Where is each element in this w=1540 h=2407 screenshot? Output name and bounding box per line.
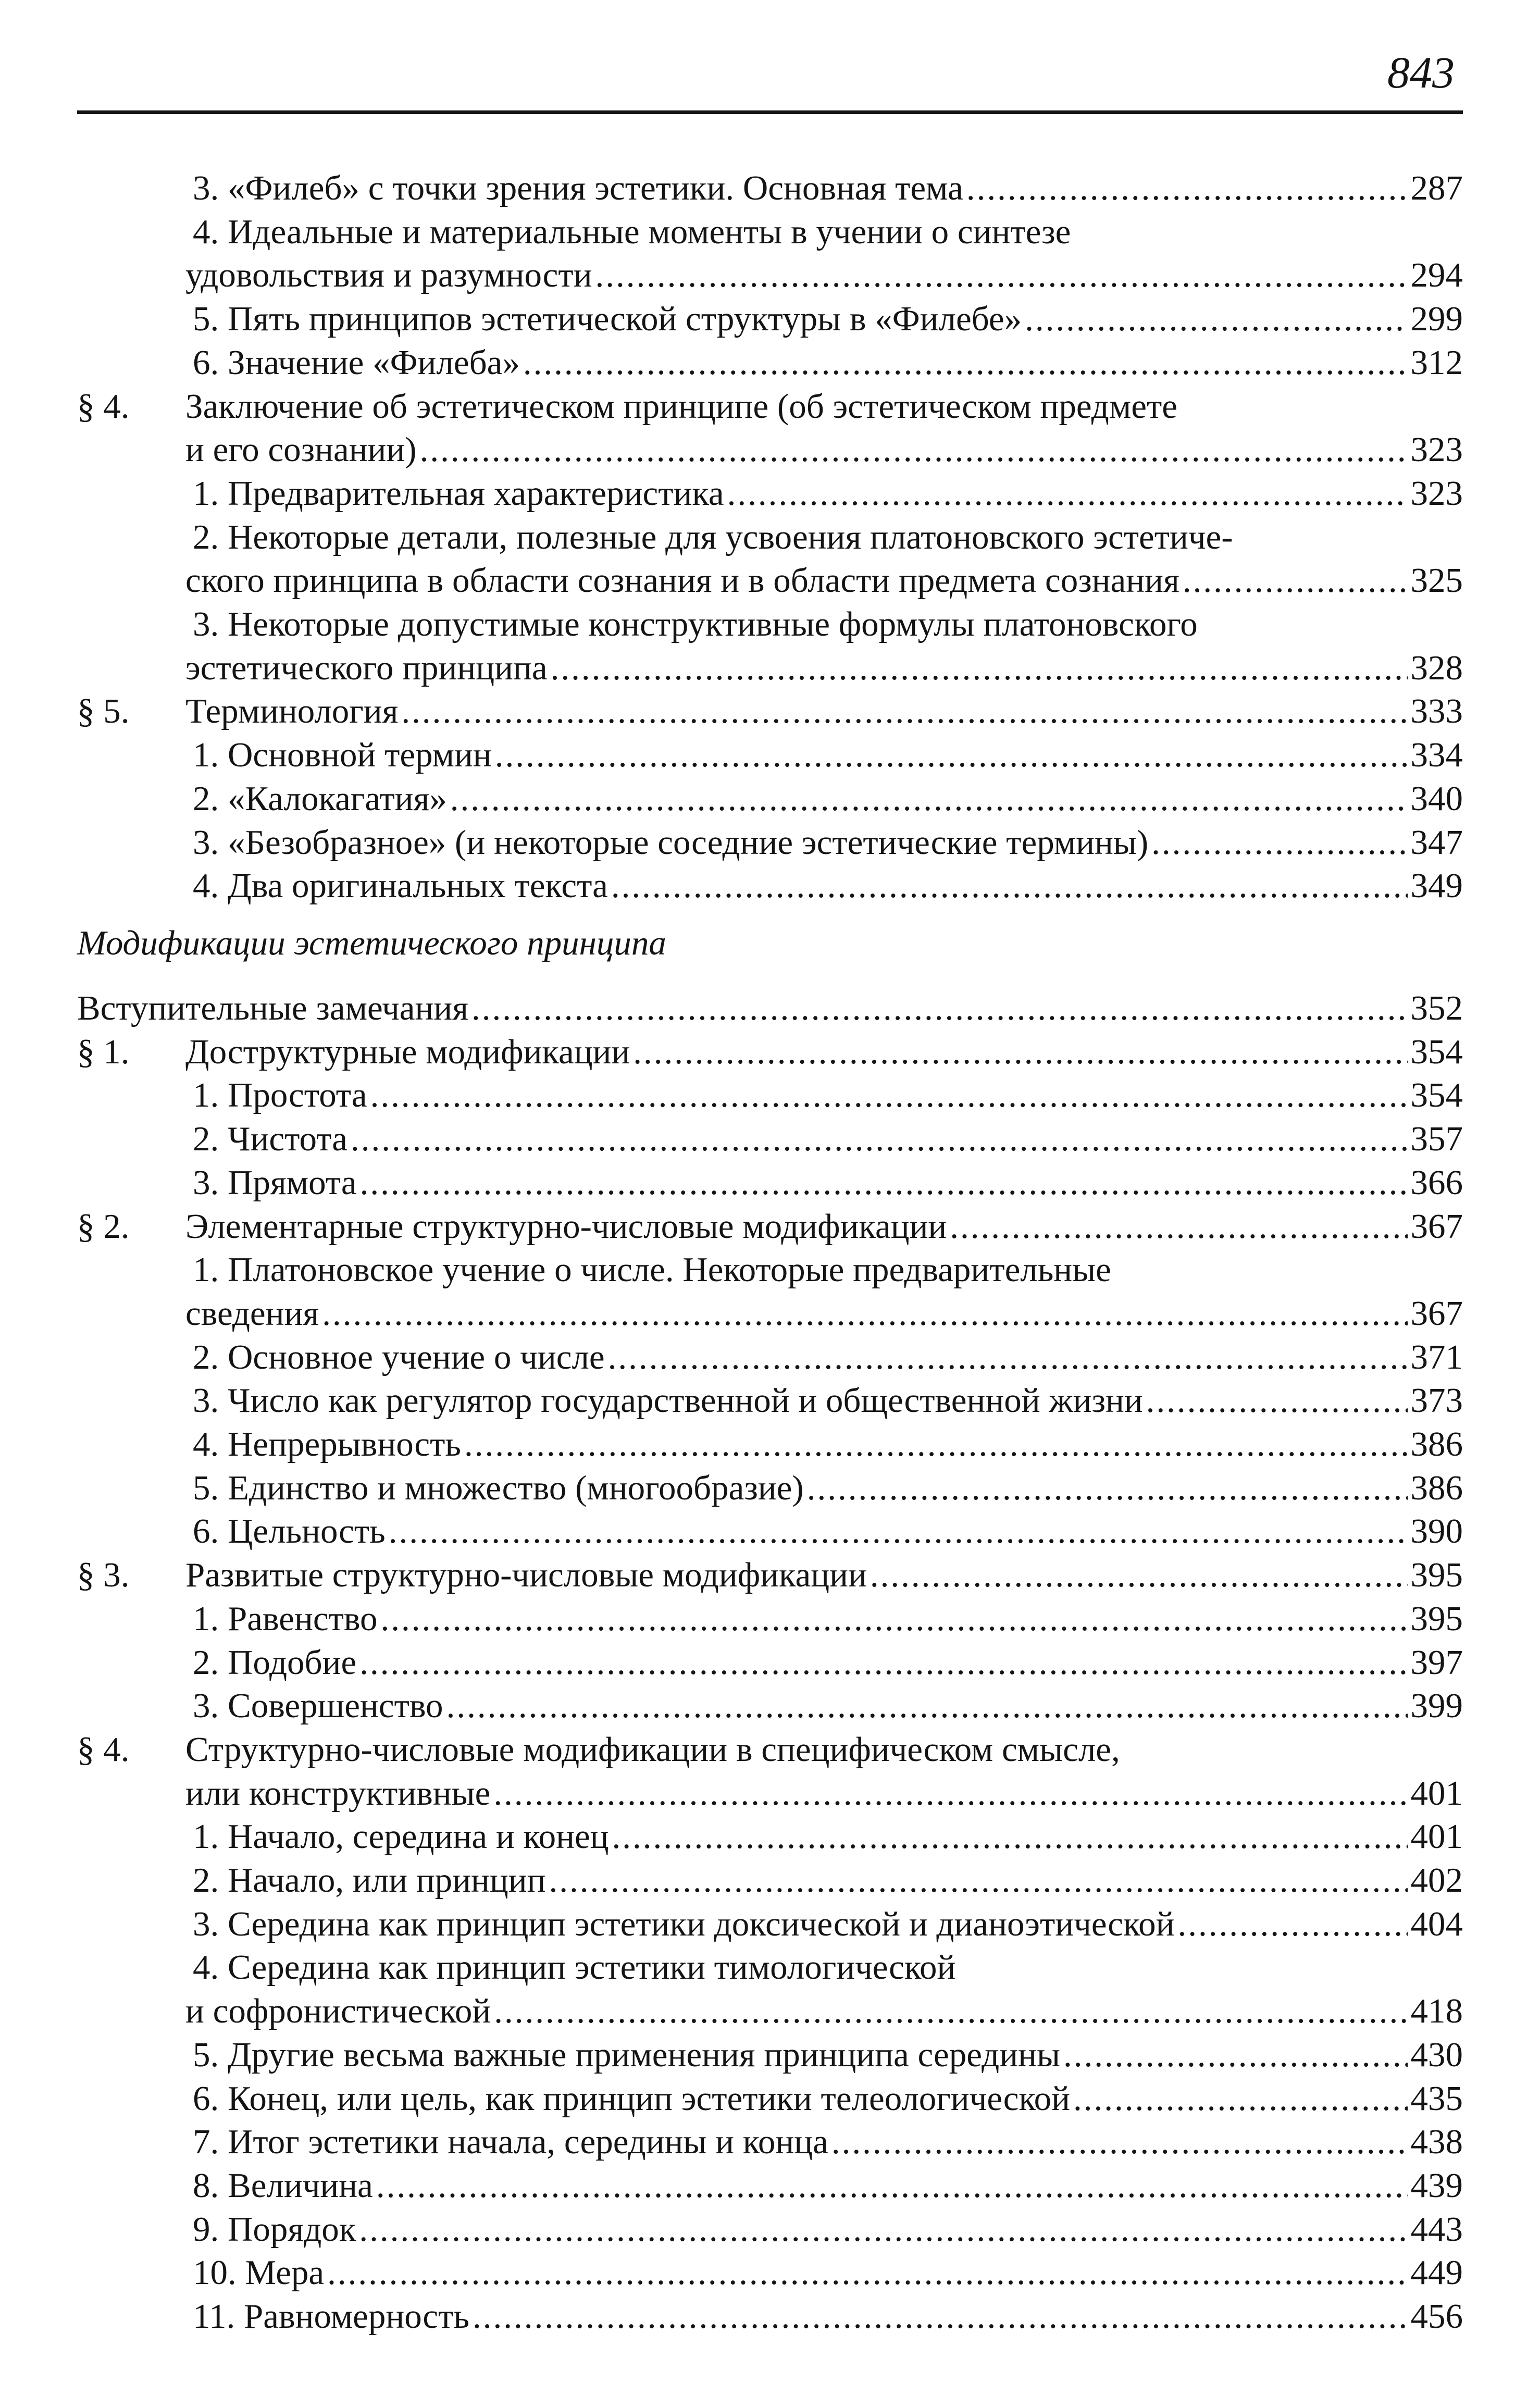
dot-leader [420,428,1408,472]
dot-leader [446,1684,1408,1728]
dot-leader [1063,2033,1408,2077]
dot-leader [464,1423,1408,1466]
toc-entry[interactable] [77,987,1463,1030]
toc-entry-title: Развитые структурно-числовые модификации [185,1556,867,1595]
toc-entry-title: удовольствия и разумности [185,256,592,295]
dot-leader [1025,297,1407,341]
toc-entry-page: 328 [1410,648,1463,687]
toc-entry-title: 5. Пять принципов эстетической структуры в «Филебе» [193,300,1022,339]
toc-entry[interactable] [185,428,1463,472]
toc-entry-title: 6. Конец, или цель, как принцип эстетики телеологической [193,2079,1070,2118]
toc-entry-page: 287 [1410,169,1463,207]
toc-entry-title: 6. Значение «Филеба» [193,343,520,382]
toc-entry[interactable] [193,1815,1463,1858]
toc-entry-page: 402 [1410,1861,1463,1900]
dot-leader [612,1815,1408,1858]
toc-entry-title: 11. Равномерность [193,2297,469,2336]
dot-leader [727,472,1408,515]
section-mark: § 1. [77,1032,130,1071]
toc-entry-title: Элементарные структурно-числовые модификации [185,1207,947,1246]
toc-entry-page: 401 [1410,1817,1463,1856]
toc-entry-page: 439 [1410,2166,1463,2205]
dot-leader [493,1772,1407,1815]
toc-entry-title: 3. Середина как принцип эстетики доксической и дианоэтической [193,1904,1175,1943]
toc-entry[interactable] [193,1903,1463,1946]
toc-entry-page: 349 [1410,866,1463,905]
toc-entry[interactable] [193,2120,1463,2164]
toc-entry[interactable] [185,1031,1463,1074]
toc-entry[interactable] [193,167,1463,210]
dot-leader [450,777,1408,821]
toc-entry-title: 2. Чистота [193,1120,347,1159]
toc-entry-title: 1. Основной термин [193,736,492,775]
toc-entry-page: 373 [1410,1381,1463,1420]
toc-entry-page: 395 [1410,1599,1463,1638]
toc-entry[interactable] [185,385,1177,428]
toc-entry-title: и его сознании) [185,430,417,469]
toc-entry-page: 438 [1410,2123,1463,2162]
toc-entry-page: 401 [1410,1773,1463,1813]
toc-entry-title: Доструктурные модификации [185,1032,630,1071]
dot-leader [950,1205,1407,1248]
toc-entry[interactable] [193,472,1463,515]
toc-entry[interactable] [185,1292,1463,1335]
toc-entry[interactable] [193,1118,1463,1161]
dot-leader [376,2164,1408,2207]
section-heading: Модификации эстетического принципа [77,924,666,962]
toc-entry-page: 456 [1410,2297,1463,2336]
toc-entry-title: 7. Итог эстетики начала, середины и конца [193,2123,828,2162]
toc-entry[interactable] [193,1510,1463,1553]
toc-entry-title: ского принципа в области сознания и в области предмета сознания [185,561,1179,600]
toc-entry-title: 4. Непрерывность [193,1425,461,1463]
toc-entry[interactable] [193,2033,1463,2077]
toc-entry-page: 334 [1410,736,1463,775]
toc-entry[interactable] [185,1205,1463,1248]
dot-leader [389,1510,1408,1553]
page-number: 843 [1387,47,1455,97]
toc-entry-page: 354 [1410,1076,1463,1115]
toc-entry-page: 395 [1410,1556,1463,1595]
toc-entry[interactable] [193,2077,1463,2120]
toc-entry-page: 435 [1410,2079,1463,2118]
dot-leader [1146,1379,1408,1422]
toc-entry-page: 333 [1410,692,1463,731]
toc-entry[interactable] [193,1423,1463,1466]
toc-entry[interactable] [193,1946,955,1989]
toc-entry-title: 2. Подобие [193,1643,357,1682]
toc-entry[interactable] [193,210,1071,254]
toc-entry-title: или конструктивные [185,1773,491,1813]
dot-leader [359,2208,1407,2251]
toc-entry-title: 5. Другие весьма важные применения принципа середины [193,2035,1060,2074]
toc-entry-page: 299 [1410,300,1463,339]
toc-entry-page: 323 [1410,474,1463,513]
dot-leader [608,1336,1408,1379]
dot-leader [870,1554,1408,1597]
dot-leader [359,1641,1407,1684]
toc-entry-title: 9. Порядок [193,2210,356,2249]
toc-entry-title: 3. Прямота [193,1163,357,1202]
toc-entry[interactable] [193,341,1463,384]
toc-entry-title: сведения [185,1294,319,1333]
toc-entry-title: Структурно-числовые модификации в специфическом смысле, [185,1730,1120,1769]
toc-entry-page: 399 [1410,1686,1463,1726]
toc-entry[interactable] [185,647,1463,690]
dot-leader [322,1292,1407,1335]
toc-entry[interactable] [193,2295,1463,2338]
dot-leader [831,2120,1408,2164]
toc-entry-title: 2. «Калокагатия» [193,779,447,818]
toc-entry[interactable] [185,559,1463,602]
dot-leader [807,1467,1408,1510]
dot-leader [495,734,1408,777]
toc-entry-page: 430 [1410,2035,1463,2074]
toc-entry-page: 367 [1410,1294,1463,1333]
dot-leader [1151,821,1407,864]
toc-entry-title: 3. «Филеб» с точки зрения эстетики. Основная тема [193,169,963,207]
toc-entry-title: 1. Начало, середина и конец [193,1817,609,1856]
toc-entry[interactable] [193,2208,1463,2251]
toc-entry-page: 397 [1410,1643,1463,1682]
toc-entry-title: 2. Начало, или принцип [193,1861,546,1900]
toc-entry[interactable] [193,1597,1463,1641]
dot-leader [966,167,1408,210]
section-mark: § 4. [77,387,130,426]
toc-entry-page: 371 [1410,1337,1463,1376]
toc-entry-title: 3. Некоторые допустимые конструктивные формулы платоновского [193,605,1198,643]
section-mark: § 4. [77,1730,130,1769]
toc-entry[interactable] [193,777,1463,821]
header-rule [77,110,1463,114]
toc-entry[interactable] [185,1990,1463,2033]
toc-entry[interactable] [193,1641,1463,1684]
toc-entry-title: 8. Величина [193,2166,373,2205]
toc-entry-page: 347 [1410,823,1463,862]
toc-entry-title: и софронистической [185,1992,491,2031]
section-mark: § 3. [77,1556,130,1595]
toc-entry[interactable] [193,1074,1463,1117]
toc-entry[interactable] [193,1248,1111,1292]
dot-leader [549,1859,1407,1902]
toc-entry-page: 354 [1410,1032,1463,1071]
toc-entry-page: 404 [1410,1904,1463,1943]
toc-entry-page: 443 [1410,2210,1463,2249]
toc-entry[interactable] [193,516,1233,559]
dot-leader [523,341,1408,384]
dot-leader [551,647,1408,690]
toc-entry-page: 367 [1410,1207,1463,1246]
toc-entry-page: 323 [1410,430,1463,469]
section-mark: § 2. [77,1207,130,1246]
dot-leader [1073,2077,1408,2120]
toc-entry[interactable] [185,1728,1120,1771]
toc-entry-title: 10. Мера [193,2253,325,2292]
toc-entry[interactable] [193,821,1463,864]
toc-entry[interactable] [193,1336,1463,1379]
toc-entry-title: Заключение об эстетическом принципе (об эстетическом предмете [185,387,1178,426]
toc-entry[interactable] [193,1379,1463,1422]
toc-entry-title: 6. Цельность [193,1512,386,1551]
dot-leader [351,1118,1408,1161]
toc-entry-title: 4. Два оригинальных текста [193,866,608,905]
toc-entry[interactable] [193,1467,1463,1510]
dot-leader [1183,559,1408,602]
dot-leader [611,864,1408,908]
toc-entry-page: 352 [1410,989,1463,1027]
toc-entry-page: 449 [1410,2253,1463,2292]
dot-leader [633,1031,1407,1074]
dot-leader [471,987,1407,1030]
dot-leader [473,2295,1408,2338]
toc-entry-title: Вступительные замечания [77,989,469,1027]
toc-entry[interactable] [185,1554,1463,1597]
toc-entry-title: 4. Идеальные и материальные моменты в учении о синтезе [193,212,1071,251]
toc-entry-title: 2. Основное учение о числе [193,1337,605,1376]
toc-entry-title: Терминология [185,692,399,731]
toc-entry-title: 1. Равенство [193,1599,378,1638]
dot-leader [381,1597,1408,1641]
toc-entry-page: 340 [1410,779,1463,818]
toc-entry[interactable] [193,2251,1463,2294]
toc-entry[interactable] [193,734,1463,777]
toc-entry-page: 294 [1410,256,1463,295]
toc-entry-title: эстетического принципа [185,648,548,687]
toc-entry-page: 312 [1410,343,1463,382]
dot-leader [401,690,1407,733]
toc-entry-title: 1. Платоновское учение о числе. Некоторые предварительные [193,1250,1111,1289]
toc-entry-title: 1. Простота [193,1076,367,1115]
toc-entry[interactable] [193,864,1463,908]
dot-leader [370,1074,1408,1117]
toc-entry[interactable] [193,297,1463,341]
toc-entry-title: 1. Предварительная характеристика [193,474,724,513]
toc-entry-title: 5. Единство и множество (многообразие) [193,1468,804,1507]
toc-entry-page: 390 [1410,1512,1463,1551]
toc-entry-page: 357 [1410,1120,1463,1159]
dot-leader [360,1161,1408,1205]
toc-entry[interactable] [185,690,1463,733]
section-mark: § 5. [77,692,130,731]
toc-entry[interactable] [193,2164,1463,2207]
dot-leader [327,2251,1407,2294]
toc-entry-title: 3. Число как регулятор государственной и общественной жизни [193,1381,1143,1420]
toc-entry-page: 386 [1410,1468,1463,1507]
dot-leader [595,254,1408,297]
toc-entry-title: 3. «Безобразное» (и некоторые соседние эстетические термины) [193,823,1149,862]
toc-entry[interactable] [193,1161,1463,1205]
toc-entry-page: 418 [1410,1992,1463,2031]
toc-entry-page: 366 [1410,1163,1463,1202]
toc-entry-title: 3. Совершенство [193,1686,443,1726]
toc-entry[interactable] [185,254,1463,297]
toc-entry[interactable] [193,1684,1463,1728]
toc-entry[interactable] [193,1859,1463,1902]
toc-entry-page: 325 [1410,561,1463,600]
toc-entry-title: 2. Некоторые детали, полезные для усвоения платоновского эстетиче- [193,517,1233,556]
dot-leader [494,1990,1407,2033]
toc-entry-title: 4. Середина как принцип эстетики тимологической [193,1948,956,1987]
toc-entry[interactable] [185,1772,1463,1815]
dot-leader [1178,1903,1408,1946]
toc-entry[interactable] [193,603,1198,646]
toc-entry-page: 386 [1410,1425,1463,1463]
